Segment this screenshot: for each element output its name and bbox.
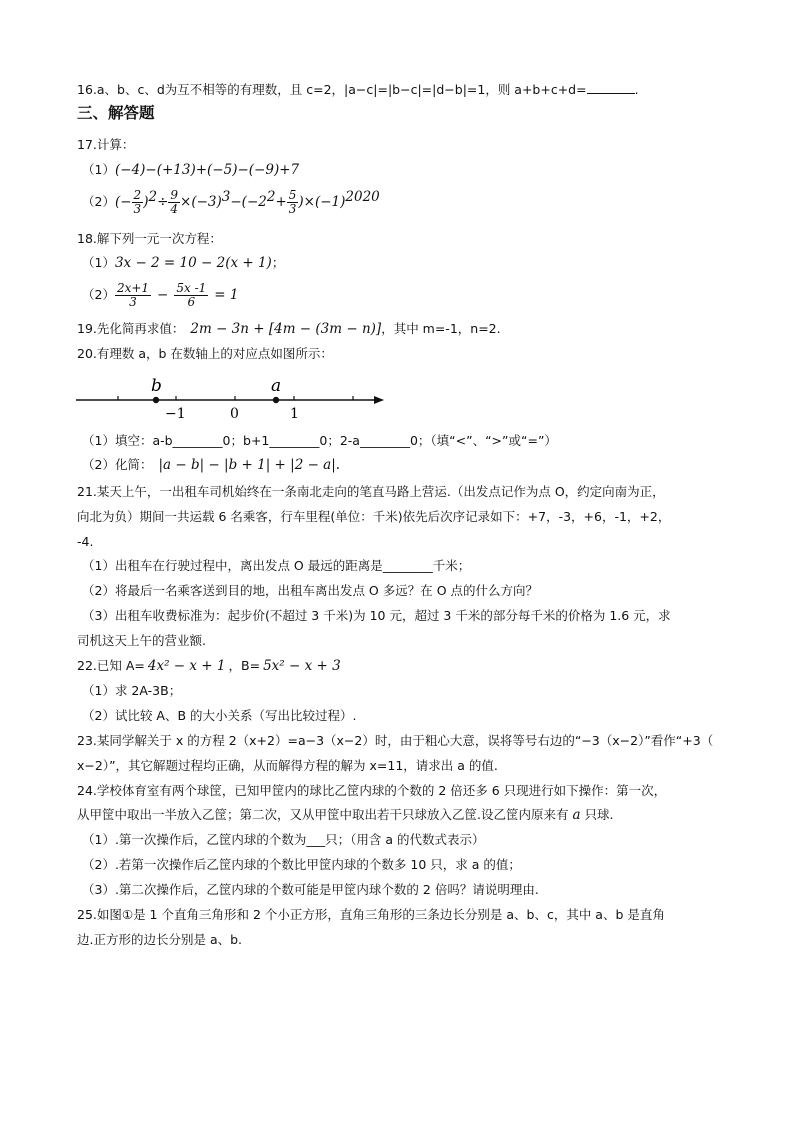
q18-minus: −	[157, 287, 169, 303]
q22-mid: ，B=	[228, 658, 261, 673]
q18-frac-1	[115, 282, 151, 309]
q17-p2-seg-e: −(−2	[230, 194, 267, 211]
q17-p2-seg-d: ×(−3)	[180, 194, 222, 211]
q24-var-a: a	[572, 807, 581, 823]
q17-p2-seg-b: )	[143, 194, 149, 211]
q19-expr: 2m − 3n + [4m − (3m − n)]	[190, 321, 382, 337]
q22-part1: （1）求 2A-3B；	[82, 683, 182, 698]
q18-p1-tail: ；	[271, 255, 285, 270]
q18-part1	[82, 254, 284, 272]
q21-part1: （1）出租车在行驶过程中，离出发点 O 最远的距离是________千米；	[82, 558, 471, 573]
frac-num: 9	[170, 188, 179, 203]
q17-frac-2	[168, 189, 180, 216]
frac-num: 5x -1	[176, 281, 207, 295]
frac-num: 5	[288, 188, 297, 203]
q24-line2-b: 只球.	[584, 807, 614, 822]
q21-part2: （2）将最后一名乘客送到目的地，出租车离出发点 O 多远？在 O 点的什么方向？	[82, 583, 539, 598]
q18-p2-label: （2）	[82, 287, 115, 302]
q16-answer-blank[interactable]	[587, 80, 635, 94]
q17-p2-seg-a: (−	[114, 194, 132, 211]
tick-label-0: 0	[230, 406, 239, 422]
q17-p2-seg-f: +	[275, 194, 287, 211]
q25-line1: 25.如图①是 1 个直角三角形和 2 个小正方形，直角三角形的三条边长分别是 a、b、c，其中 a、b 是直角	[77, 907, 665, 922]
q24-line1: 24.学校体育室有两个球筐，已知甲筐内的球比乙筐内球的个数的 2 倍还多 6 只现进行如下操作：第一次，	[77, 783, 667, 798]
frac-den: 3	[288, 202, 297, 217]
q21-line3: -4.	[77, 534, 94, 549]
q21-line2: 向北为负）期间一共运载 6 名乘客，行车里程(单位：千米)依先后次序记录如下：+7，-3，+6，-1，+2，	[77, 509, 671, 524]
tick-label-neg1: −1	[165, 406, 186, 422]
q21-part3b: 司机这天上午的营业额.	[77, 633, 206, 648]
q17-p2-seg-c: ÷	[157, 194, 169, 211]
q22-part2: （2）试比较 A、B 的大小关系（写出比较过程）.	[82, 708, 357, 723]
tick-label-1: 1	[290, 406, 299, 422]
q16-text: 16.a、b、c、d为互不相等的有理数，且 c=2，|a−c|=|b−c|=|d−b|=1，则 a+b+c+d=	[77, 82, 587, 97]
q18-frac-2	[174, 282, 208, 309]
q20-p2-expr: |a − b| − |b + 1| + |2 − a|.	[158, 457, 341, 473]
q20-p2-label: （2）化简：	[82, 457, 153, 472]
question-22	[77, 657, 341, 675]
frac-den: 3	[129, 295, 137, 309]
q17-frac-3	[287, 189, 299, 216]
q24-part1: （1）.第一次操作后，乙筐内球的个数为___只；（用含 a 的代数式表示）	[82, 832, 485, 847]
frac-num: 2	[133, 188, 142, 203]
q20-part2	[82, 456, 340, 474]
q24-line2-a: 从甲筐中取出一半放入乙筐；第二次，又从甲筐中取出若干只球放入乙筐.设乙筐内原来有	[77, 807, 569, 822]
q17-p1-label: （1）	[82, 162, 115, 177]
number-line-arrow	[374, 396, 384, 404]
q24-line2	[77, 806, 614, 824]
q22-prefix: 22.已知 A=	[77, 658, 145, 673]
question-16	[77, 80, 639, 99]
point-b	[153, 397, 159, 403]
number-line-diagram	[70, 370, 390, 424]
q19-suffix: ，其中 m=-1，n=2.	[381, 321, 501, 336]
q17-frac-1	[132, 189, 144, 216]
label-a: a	[271, 376, 282, 396]
q19-prefix: 19.先化简再求值：	[77, 321, 185, 336]
q17-title: 17.计算：	[77, 137, 135, 152]
frac-num: 2x+1	[116, 281, 150, 295]
q18-p2-tail: = 1	[214, 287, 239, 303]
q17-part2	[82, 188, 380, 216]
q24-part2: （2）.若第一次操作后乙筐内球的个数比甲筐内球的个数多 10 只，求 a 的值；	[82, 857, 521, 872]
q18-p1-expr: 3x − 2 = 10 − 2(x + 1)	[114, 255, 272, 271]
q17-part1	[82, 161, 299, 179]
q18-part2	[82, 282, 238, 309]
section-title: 三、解答题	[77, 104, 155, 122]
q25-line2: 边.正方形的边长分别是 a、b.	[77, 932, 243, 947]
point-a	[273, 397, 279, 403]
q16-tail: .	[634, 82, 639, 97]
q22-A-expr: 4x² − x + 1	[147, 658, 226, 674]
q17-p2-label: （2）	[82, 194, 115, 210]
q22-B-expr: 5x² − x + 3	[263, 658, 341, 674]
q17-exp-4: 2020	[345, 189, 380, 205]
q21-part3a: （3）出租车收费标准为：起步价(不超过 3 千米)为 10 元，超过 3 千米的部分每千米的价格为 1.6 元，求	[82, 608, 671, 623]
q17-exp-3: 2	[266, 189, 276, 205]
q23-line1: 23.某同学解关于 x 的方程 2（x+2）=a−3（x−2）时，由于粗心大意，误将等号右边的“−3（x−2）”看作“+3（	[77, 733, 714, 748]
q20-part1: （1）填空：a-b________0；b+1________0；2-a________0；（填“<”、“>”或“=”）	[82, 433, 557, 448]
q17-p1-expr: (−4)−(+13)+(−5)−(−9)+7	[114, 162, 300, 178]
q24-part3: （3）.第二次操作后，乙筐内球的个数可能是甲筐内球个数的 2 倍吗？请说明理由.	[82, 882, 539, 897]
question-19	[77, 320, 501, 338]
q17-exp-2: 3	[221, 189, 231, 205]
q23-line2: x−2）”，其它解题过程均正确，从而解得方程的解为 x=11，请求出 a 的值.	[77, 758, 498, 773]
q18-p1-label: （1）	[82, 255, 115, 270]
frac-den: 3	[133, 202, 142, 217]
frac-den: 6	[187, 295, 196, 309]
q17-p2-seg-g: )×(−1)	[298, 194, 346, 211]
q18-title: 18.解下列一元一次方程：	[77, 231, 222, 246]
frac-den: 4	[170, 202, 179, 217]
q17-exp-1: 2	[148, 189, 158, 205]
label-b: b	[151, 376, 162, 396]
q20-title: 20.有理数 a，b 在数轴上的对应点如图所示：	[77, 346, 333, 361]
q21-line1: 21.某天上午，一出租车司机始终在一条南北走向的笔直马路上营运.（出发点记作为点 O，约定向南为正，	[77, 484, 665, 499]
